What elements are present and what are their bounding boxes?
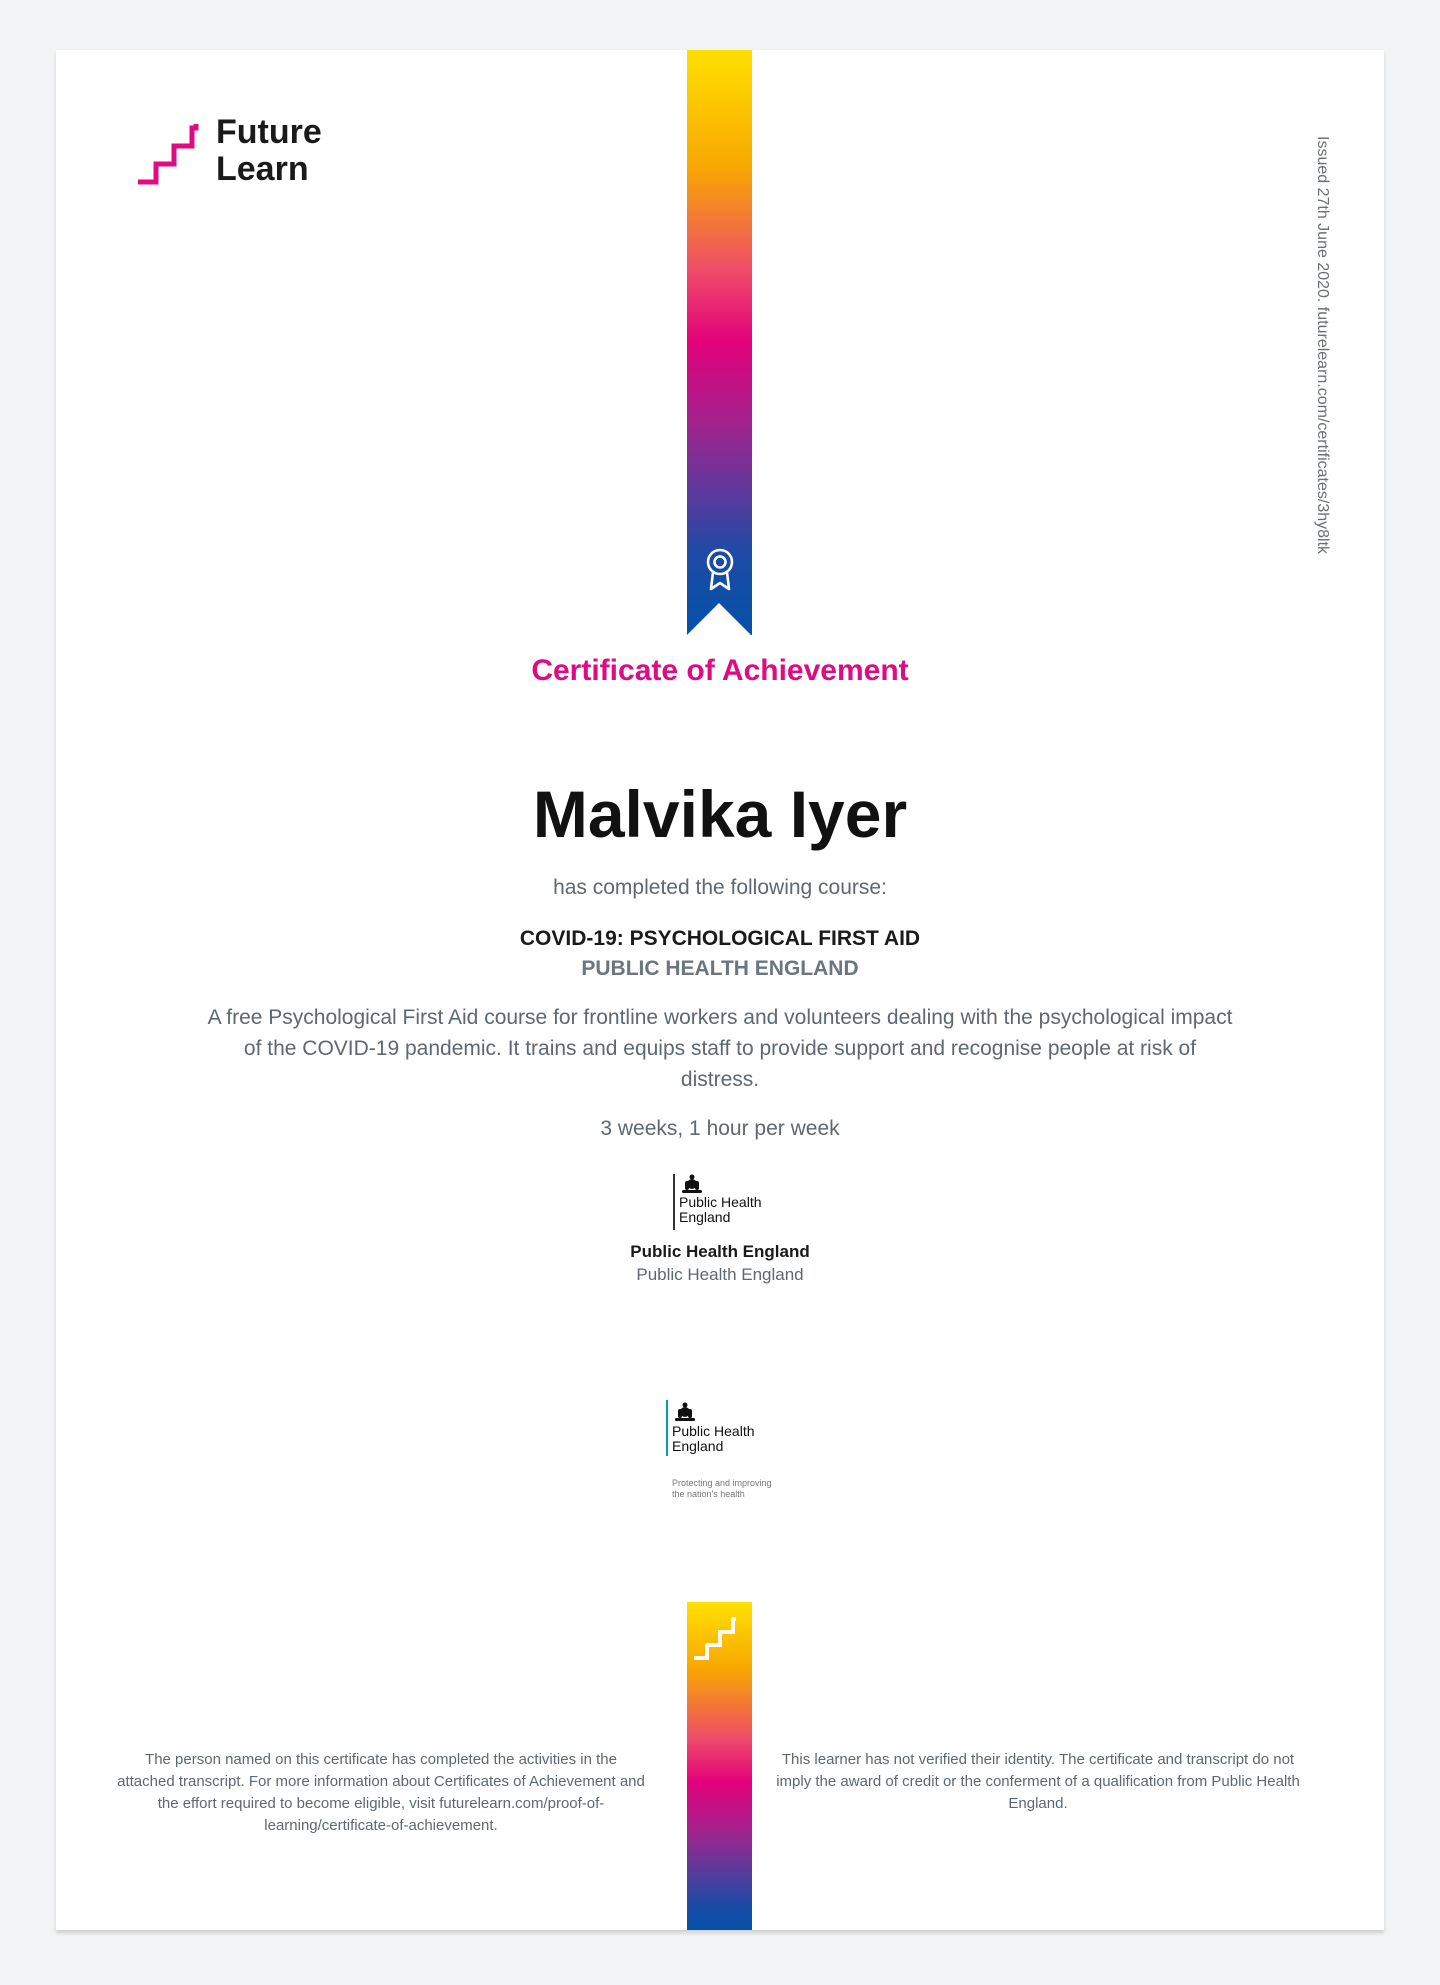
phe-logo-large [664, 1400, 784, 1510]
issued-text: Issued 27th June 2020. futurelearn.com/certificates/3hy8ltk [1314, 136, 1331, 555]
course-name: COVID-19: PSYCHOLOGICAL FIRST AID [519, 927, 921, 950]
course-duration: 3 weeks, 1 hour per week [600, 1117, 840, 1140]
issued-vertical-text [1314, 136, 1340, 608]
phe-tagline-line1: Protecting and improving [672, 1478, 772, 1488]
course-organisation: PUBLIC HEALTH ENGLAND [581, 957, 859, 980]
partner-subtitle: Public Health England [636, 1265, 804, 1284]
logo-wordmark [216, 114, 322, 188]
course-description: A free Psychological First Aid course for frontline workers and volunteers dealing with the psychological impact of the COVID-19 pandemic. It trains and equips staff to provide support and recognise people at risk of distress. [207, 1006, 1233, 1091]
partner-name: Public Health England [630, 1242, 810, 1261]
phe-tagline [672, 1478, 772, 1500]
phe-logo-large-line2: England [672, 1438, 724, 1454]
certificate-title: Certificate of Achievement [531, 654, 909, 687]
footer-right-note: This learner has not verified their identity. The certificate and transcript do not imply the award of credit or the conferment of a qualification from Public Health England. [776, 1751, 1300, 1812]
futurelearn-steps-icon [138, 122, 208, 186]
award-ribbon-icon [704, 547, 736, 591]
logo-line-learn: Learn [216, 150, 309, 188]
bottom-ribbon [687, 1602, 752, 1930]
phe-logo-text [679, 1195, 762, 1225]
phe-logo-large-line1: Public Health [672, 1423, 755, 1439]
certificate-page [56, 50, 1384, 1930]
phe-logo-line1: Public Health [679, 1194, 762, 1210]
footer-left-note: The person named on this certificate has completed the activities in the attached transcript. For more information about Certificates of Achievement and the effort required to become eligible, visit futurelearn.com/proof-of-learning/certificate-of-achievement. [117, 1751, 645, 1834]
phe-tagline-line2: the nation's health [672, 1489, 745, 1499]
logo-line-future: Future [216, 113, 322, 151]
futurelearn-steps-icon [693, 1616, 747, 1662]
recipient-name: Malvika Iyer [532, 777, 908, 851]
ribbon-notch [687, 603, 751, 635]
top-ribbon [687, 50, 752, 635]
completed-text: has completed the following course: [553, 876, 887, 899]
phe-logo-large-text [672, 1424, 755, 1454]
phe-logo-small [672, 1172, 782, 1234]
phe-logo-line2: England [679, 1209, 731, 1225]
